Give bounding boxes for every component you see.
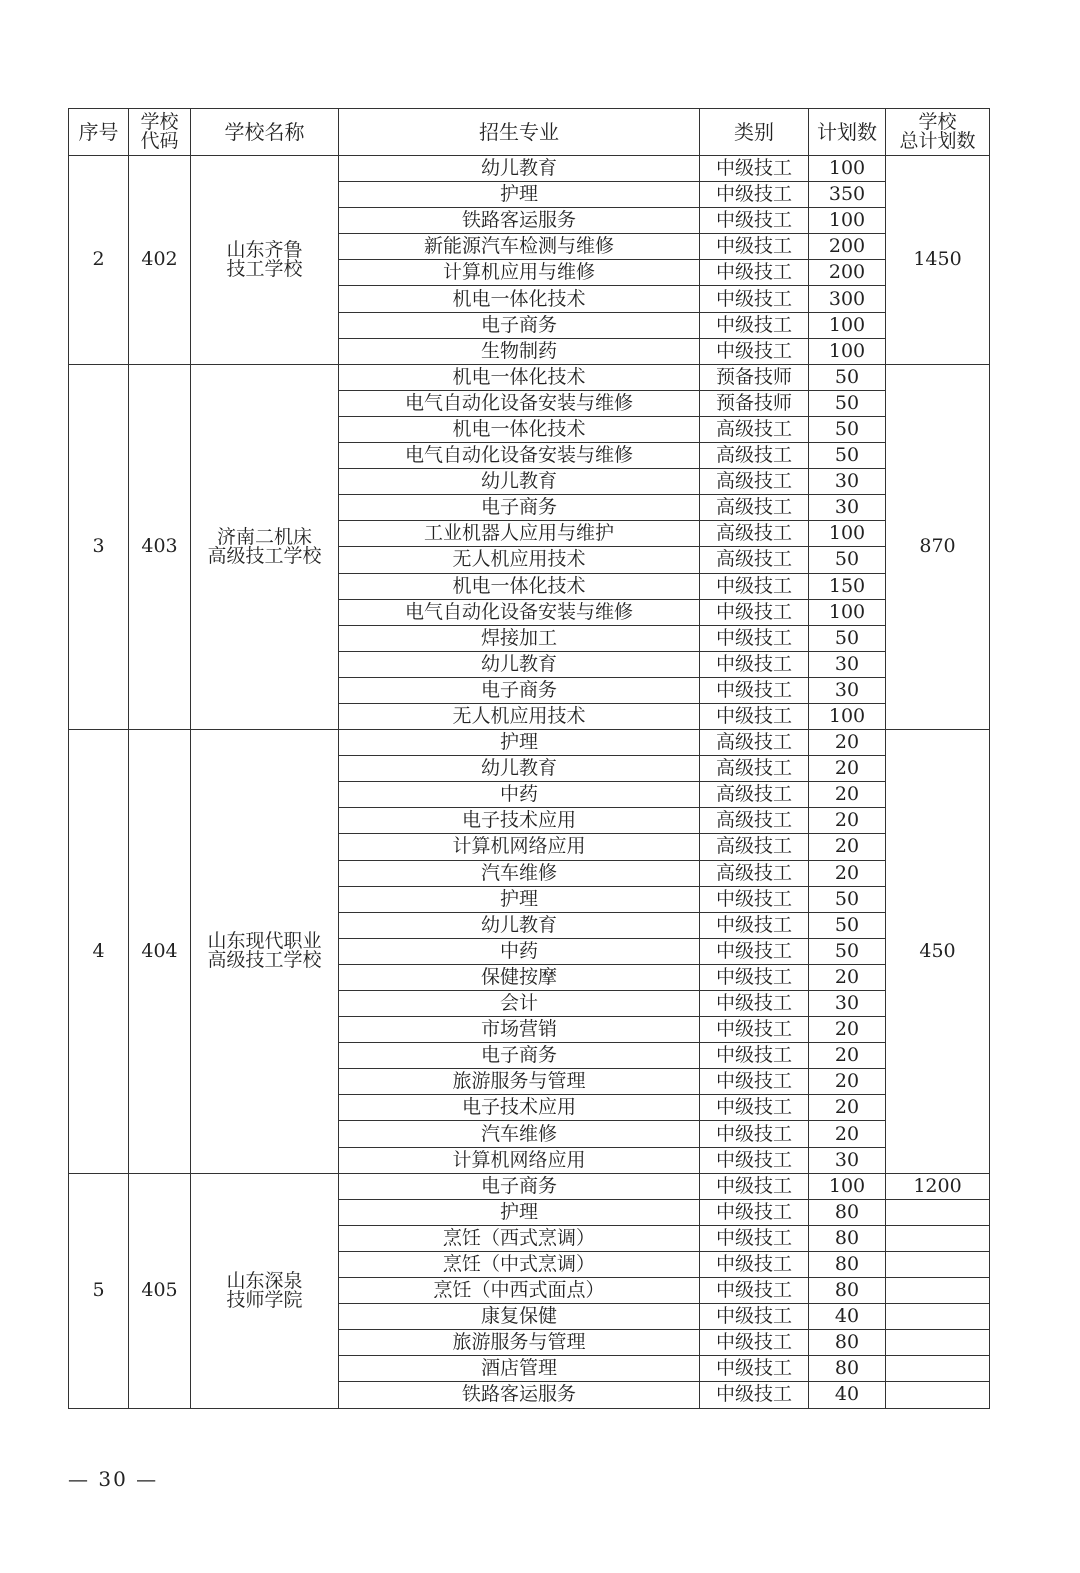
- school-name-cell: [191, 156, 339, 365]
- plan-cell: 30: [809, 677, 886, 703]
- plan-cell: 80: [809, 1251, 886, 1277]
- plan-cell: 50: [809, 547, 886, 573]
- table-row: [69, 730, 990, 756]
- category-cell: 中级技工: [700, 912, 809, 938]
- category-cell: 高级技工: [700, 521, 809, 547]
- school-total-cell: 870: [886, 364, 990, 729]
- major-cell: 生物制药: [339, 338, 700, 364]
- category-cell: 高级技工: [700, 730, 809, 756]
- plan-cell: 100: [809, 1173, 886, 1199]
- plan-cell: 100: [809, 521, 886, 547]
- table-row: [69, 156, 990, 182]
- document-page: [68, 108, 989, 1491]
- major-cell: 无人机应用技术: [339, 703, 700, 729]
- category-cell: 中级技工: [700, 886, 809, 912]
- category-cell: 中级技工: [700, 703, 809, 729]
- plan-cell: 20: [809, 964, 886, 990]
- plan-cell: 50: [809, 443, 886, 469]
- school-total-cell: 450: [886, 730, 990, 1174]
- plan-cell: 80: [809, 1199, 886, 1225]
- major-cell: 康复保健: [339, 1304, 700, 1330]
- major-cell: 护理: [339, 730, 700, 756]
- major-cell: 电子技术应用: [339, 808, 700, 834]
- category-cell: 中级技工: [700, 1304, 809, 1330]
- plan-cell: 100: [809, 599, 886, 625]
- category-cell: 中级技工: [700, 938, 809, 964]
- school-total-empty-cell: [886, 1278, 990, 1304]
- school-name-line: 山东深泉: [226, 1269, 303, 1292]
- category-cell: 中级技工: [700, 156, 809, 182]
- plan-cell: 100: [809, 338, 886, 364]
- category-cell: 中级技工: [700, 573, 809, 599]
- major-cell: 幼儿教育: [339, 469, 700, 495]
- school-total-empty-cell: [886, 1382, 990, 1408]
- category-cell: 中级技工: [700, 1251, 809, 1277]
- plan-cell: 20: [809, 782, 886, 808]
- school-code-cell: 402: [129, 156, 191, 365]
- header-plan: 计划数: [809, 109, 886, 156]
- plan-cell: 20: [809, 1069, 886, 1095]
- table-body: [69, 156, 990, 1409]
- major-cell: 汽车维修: [339, 860, 700, 886]
- category-cell: 中级技工: [700, 1095, 809, 1121]
- plan-cell: 20: [809, 1043, 886, 1069]
- plan-cell: 50: [809, 364, 886, 390]
- seq-cell: 2: [69, 156, 129, 365]
- category-cell: 中级技工: [700, 1017, 809, 1043]
- category-cell: 高级技工: [700, 808, 809, 834]
- major-cell: 幼儿教育: [339, 756, 700, 782]
- major-cell: 电子商务: [339, 312, 700, 338]
- plan-cell: 20: [809, 860, 886, 886]
- plan-cell: 350: [809, 182, 886, 208]
- major-cell: 机电一体化技术: [339, 416, 700, 442]
- category-cell: 高级技工: [700, 443, 809, 469]
- school-total-empty-cell: [886, 1225, 990, 1251]
- plan-cell: 150: [809, 573, 886, 599]
- major-cell: 工业机器人应用与维护: [339, 521, 700, 547]
- category-cell: 中级技工: [700, 234, 809, 260]
- major-cell: 机电一体化技术: [339, 573, 700, 599]
- category-cell: 中级技工: [700, 338, 809, 364]
- category-cell: 中级技工: [700, 286, 809, 312]
- school-name-cell: [191, 730, 339, 1174]
- category-cell: 高级技工: [700, 834, 809, 860]
- school-total-empty-cell: [886, 1356, 990, 1382]
- category-cell: 高级技工: [700, 416, 809, 442]
- major-cell: 计算机网络应用: [339, 1147, 700, 1173]
- header-school-name: 学校名称: [191, 109, 339, 156]
- seq-cell: 5: [69, 1173, 129, 1408]
- major-cell: 焊接加工: [339, 625, 700, 651]
- major-cell: 电气自动化设备安装与维修: [339, 599, 700, 625]
- plan-cell: 80: [809, 1330, 886, 1356]
- category-cell: 高级技工: [700, 547, 809, 573]
- major-cell: 幼儿教育: [339, 651, 700, 677]
- major-cell: 烹饪（中式烹调）: [339, 1251, 700, 1277]
- major-cell: 电气自动化设备安装与维修: [339, 443, 700, 469]
- major-cell: 保健按摩: [339, 964, 700, 990]
- major-cell: 计算机网络应用: [339, 834, 700, 860]
- major-cell: 护理: [339, 182, 700, 208]
- school-code-cell: 404: [129, 730, 191, 1174]
- school-total-empty-cell: [886, 1251, 990, 1277]
- header-major: 招生专业: [339, 109, 700, 156]
- plan-cell: 80: [809, 1356, 886, 1382]
- category-cell: 中级技工: [700, 625, 809, 651]
- plan-cell: 80: [809, 1278, 886, 1304]
- plan-cell: 100: [809, 156, 886, 182]
- seq-cell: 3: [69, 364, 129, 729]
- category-cell: 中级技工: [700, 1147, 809, 1173]
- table-row: [69, 364, 990, 390]
- plan-cell: 50: [809, 625, 886, 651]
- plan-cell: 30: [809, 495, 886, 521]
- category-cell: 中级技工: [700, 1356, 809, 1382]
- school-name-line: 技师学院: [226, 1288, 303, 1311]
- plan-cell: 40: [809, 1304, 886, 1330]
- major-cell: 计算机应用与维修: [339, 260, 700, 286]
- category-cell: 中级技工: [700, 677, 809, 703]
- plan-cell: 20: [809, 808, 886, 834]
- plan-cell: 20: [809, 1095, 886, 1121]
- category-cell: 预备技师: [700, 390, 809, 416]
- category-cell: 中级技工: [700, 1173, 809, 1199]
- plan-cell: 20: [809, 1121, 886, 1147]
- category-cell: 高级技工: [700, 469, 809, 495]
- major-cell: 中药: [339, 938, 700, 964]
- category-cell: 高级技工: [700, 756, 809, 782]
- category-cell: 高级技工: [700, 495, 809, 521]
- school-name-line: 高级技工学校: [207, 544, 322, 567]
- school-name-line: 山东齐鲁: [226, 238, 303, 261]
- major-cell: 铁路客运服务: [339, 1382, 700, 1408]
- school-name-line: 山东现代职业: [207, 930, 322, 953]
- school-total-empty-cell: [886, 1304, 990, 1330]
- school-code-cell: 403: [129, 364, 191, 729]
- major-cell: 汽车维修: [339, 1121, 700, 1147]
- major-cell: 烹饪（中西式面点）: [339, 1278, 700, 1304]
- major-cell: 电子商务: [339, 495, 700, 521]
- category-cell: 中级技工: [700, 1330, 809, 1356]
- enrollment-plan-table: [68, 108, 990, 1409]
- category-cell: 中级技工: [700, 964, 809, 990]
- table-header: [69, 109, 990, 156]
- category-cell: 中级技工: [700, 182, 809, 208]
- plan-cell: 300: [809, 286, 886, 312]
- category-cell: 中级技工: [700, 599, 809, 625]
- seq-cell: 4: [69, 730, 129, 1174]
- plan-cell: 30: [809, 651, 886, 677]
- plan-cell: 20: [809, 756, 886, 782]
- plan-cell: 200: [809, 234, 886, 260]
- plan-cell: 100: [809, 703, 886, 729]
- major-cell: 市场营销: [339, 1017, 700, 1043]
- category-cell: 中级技工: [700, 312, 809, 338]
- major-cell: 机电一体化技术: [339, 364, 700, 390]
- major-cell: 电子商务: [339, 1173, 700, 1199]
- plan-cell: 100: [809, 208, 886, 234]
- major-cell: 电子商务: [339, 1043, 700, 1069]
- major-cell: 机电一体化技术: [339, 286, 700, 312]
- category-cell: 中级技工: [700, 651, 809, 677]
- school-total-cell: 1200: [886, 1173, 990, 1199]
- category-cell: 预备技师: [700, 364, 809, 390]
- school-name-line: 技工学校: [226, 257, 303, 280]
- plan-cell: 40: [809, 1382, 886, 1408]
- category-cell: 中级技工: [700, 1121, 809, 1147]
- major-cell: 会计: [339, 991, 700, 1017]
- plan-cell: 50: [809, 390, 886, 416]
- major-cell: 酒店管理: [339, 1356, 700, 1382]
- table-row: [69, 1173, 990, 1199]
- header-category: 类别: [700, 109, 809, 156]
- header-seq: 序号: [69, 109, 129, 156]
- plan-cell: 20: [809, 730, 886, 756]
- school-total-cell: 1450: [886, 156, 990, 365]
- plan-cell: 50: [809, 416, 886, 442]
- plan-cell: 20: [809, 1017, 886, 1043]
- major-cell: 电子商务: [339, 677, 700, 703]
- page-number: — 30 —: [68, 1467, 159, 1491]
- category-cell: 高级技工: [700, 782, 809, 808]
- category-cell: 中级技工: [700, 1382, 809, 1408]
- school-code-cell: 405: [129, 1173, 191, 1408]
- school-total-empty-cell: [886, 1330, 990, 1356]
- plan-cell: 200: [809, 260, 886, 286]
- major-cell: 新能源汽车检测与维修: [339, 234, 700, 260]
- plan-cell: 50: [809, 912, 886, 938]
- category-cell: 中级技工: [700, 1069, 809, 1095]
- major-cell: 电子技术应用: [339, 1095, 700, 1121]
- category-cell: 中级技工: [700, 1225, 809, 1251]
- plan-cell: 30: [809, 469, 886, 495]
- major-cell: 铁路客运服务: [339, 208, 700, 234]
- major-cell: 电气自动化设备安装与维修: [339, 390, 700, 416]
- category-cell: 高级技工: [700, 860, 809, 886]
- plan-cell: 30: [809, 1147, 886, 1173]
- category-cell: 中级技工: [700, 1278, 809, 1304]
- header-school-total: 学校 总计划数: [886, 109, 990, 156]
- major-cell: 中药: [339, 782, 700, 808]
- category-cell: 中级技工: [700, 208, 809, 234]
- category-cell: 中级技工: [700, 991, 809, 1017]
- major-cell: 旅游服务与管理: [339, 1069, 700, 1095]
- school-name-cell: [191, 1173, 339, 1408]
- major-cell: 幼儿教育: [339, 912, 700, 938]
- school-name-cell: [191, 364, 339, 729]
- header-school-code: 学校 代码: [129, 109, 191, 156]
- major-cell: 旅游服务与管理: [339, 1330, 700, 1356]
- school-total-empty-cell: [886, 1199, 990, 1225]
- major-cell: 幼儿教育: [339, 156, 700, 182]
- category-cell: 中级技工: [700, 1199, 809, 1225]
- category-cell: 中级技工: [700, 260, 809, 286]
- major-cell: 无人机应用技术: [339, 547, 700, 573]
- major-cell: 护理: [339, 886, 700, 912]
- plan-cell: 30: [809, 991, 886, 1017]
- plan-cell: 50: [809, 938, 886, 964]
- plan-cell: 100: [809, 312, 886, 338]
- major-cell: 烹饪（西式烹调）: [339, 1225, 700, 1251]
- category-cell: 中级技工: [700, 1043, 809, 1069]
- plan-cell: 50: [809, 886, 886, 912]
- major-cell: 护理: [339, 1199, 700, 1225]
- plan-cell: 80: [809, 1225, 886, 1251]
- plan-cell: 20: [809, 834, 886, 860]
- school-name-line: 济南二机床: [216, 525, 312, 548]
- school-name-line: 高级技工学校: [207, 949, 322, 972]
